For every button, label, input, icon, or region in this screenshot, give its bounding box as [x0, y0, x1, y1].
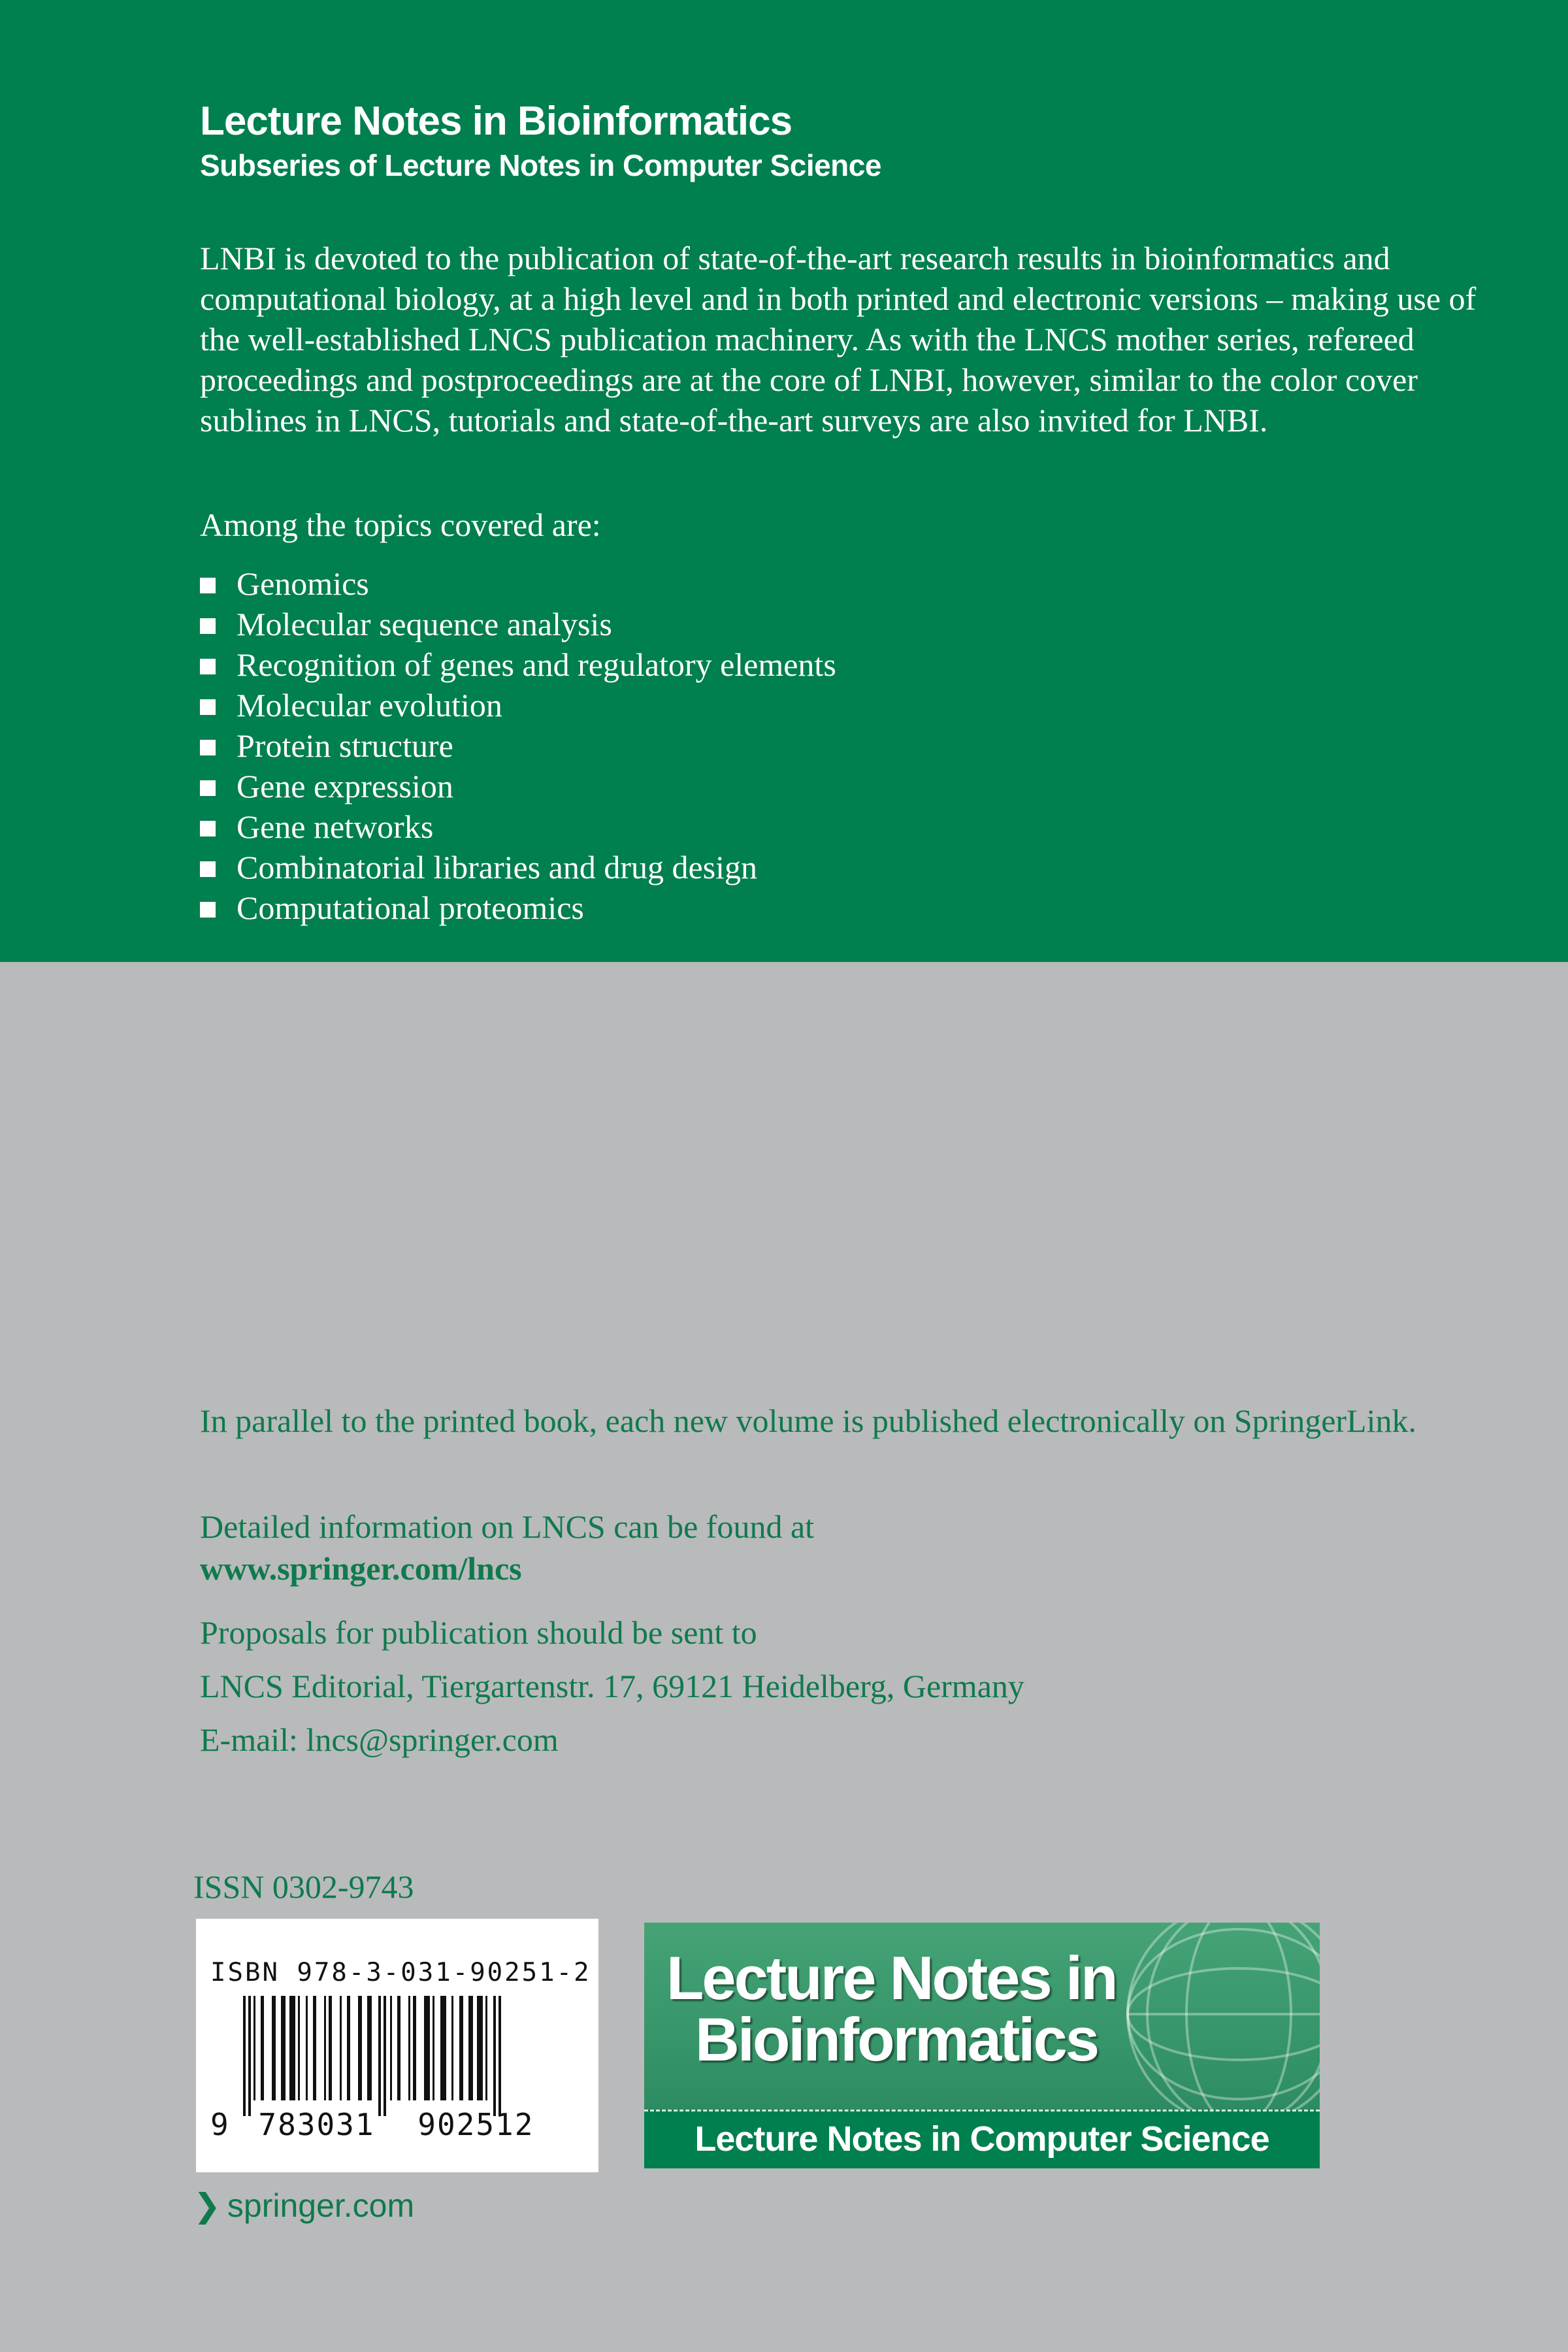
- logo-title-line2: Bioinformatics: [695, 2005, 1098, 2074]
- barcode-bar: [324, 1996, 326, 2100]
- proposals-note: Proposals for publication should be sent to: [200, 1614, 757, 1651]
- barcode-bar: [329, 1996, 332, 2100]
- editorial-address: LNCS Editorial, Tiergartenstr. 17, 69121 Heidelberg, Germany: [200, 1668, 1024, 1704]
- ean-left-group: 783031: [258, 2107, 375, 2142]
- square-bullet-icon: [200, 699, 216, 715]
- square-bullet-icon: [200, 902, 216, 918]
- springer-link[interactable]: [193, 2187, 414, 2225]
- logo-title-line1: Lecture Notes in: [666, 1944, 1117, 2012]
- barcode-bar: [413, 1996, 416, 2100]
- ean-digits: [210, 2107, 534, 2142]
- series-title: Lecture Notes in Bioinformatics: [200, 99, 792, 144]
- barcode-bar: [347, 1996, 350, 2100]
- square-bullet-icon: [200, 740, 216, 755]
- ean-first-digit: 9: [210, 2107, 230, 2142]
- list-item: Combinatorial libraries and drug design: [200, 847, 836, 887]
- barcode-bar: [378, 1996, 381, 2116]
- barcode-bar: [306, 1996, 308, 2100]
- square-bullet-icon: [200, 618, 216, 634]
- green-header-panel: [0, 0, 1568, 962]
- list-item: Computational proteomics: [200, 887, 836, 928]
- list-item: Gene expression: [200, 766, 836, 806]
- barcode-bar: [261, 1996, 264, 2100]
- list-item: Genomics: [200, 563, 836, 604]
- square-bullet-icon: [200, 578, 216, 593]
- square-bullet-icon: [200, 821, 216, 836]
- barcode-bar: [253, 1996, 255, 2100]
- intro-paragraph: LNBI is devoted to the publication of state-of-the-art research results in bioinformatics and computational biology, at a high level and in both printed and electronic versions – making use of the well-established LNCS publication machinery. As with the LNCS mother series, refereed proceedings and postproceedings are at the core of LNBI, however, similar to the color cover sublines in LNCS, tutorials and state-of-the-art surveys are also invited for LNBI.: [200, 240, 1477, 439]
- series-subtitle: Subseries of Lecture Notes in Computer Science: [200, 148, 881, 182]
- isbn-number: ISBN 978-3-031-90251-2: [210, 1958, 591, 1987]
- list-item: Gene networks: [200, 806, 836, 847]
- barcode-bar: [424, 1996, 430, 2100]
- topics-list: [200, 563, 836, 928]
- list-item: Molecular sequence analysis: [200, 604, 836, 644]
- list-item: Recognition of genes and regulatory elements: [200, 644, 836, 685]
- barcode-bar: [433, 1996, 434, 2100]
- barcode-bar: [367, 1996, 372, 2100]
- barcode-label: [196, 1919, 598, 2172]
- series-logo: [644, 1923, 1320, 2168]
- details-info: [200, 1506, 1441, 1589]
- barcode-bar: [390, 1996, 392, 2100]
- square-bullet-icon: [200, 861, 216, 877]
- barcode-bar: [459, 1996, 463, 2100]
- barcode-bar: [493, 1996, 496, 2116]
- logo-subtitle: Lecture Notes in Computer Science: [694, 2119, 1269, 2159]
- barcode-bar: [298, 1996, 300, 2100]
- barcode-bar: [397, 1996, 400, 2100]
- chevron-right-icon: ❯: [193, 2187, 221, 2224]
- lncs-website-link[interactable]: www.springer.com/lncs: [200, 1550, 522, 1587]
- ean-right-group: 902512: [417, 2107, 534, 2142]
- barcode-bar: [248, 1996, 251, 2116]
- globe-icon: [1088, 1923, 1320, 2125]
- barcode-bar: [440, 1996, 446, 2100]
- barcode-bar: [468, 1996, 473, 2100]
- barcode-bar: [340, 1996, 342, 2100]
- logo-title: [666, 1944, 1117, 2074]
- barcode-bar: [498, 1996, 501, 2116]
- square-bullet-icon: [200, 659, 216, 674]
- barcode-bar: [384, 1996, 386, 2116]
- square-bullet-icon: [200, 780, 216, 796]
- barcode-bar: [477, 1996, 483, 2100]
- list-item: Molecular evolution: [200, 685, 836, 725]
- barcode-bar: [451, 1996, 453, 2100]
- barcode-bar: [289, 1996, 295, 2100]
- details-lead: Detailed information on LNCS can be found at: [200, 1508, 815, 1545]
- electronic-publication-note: In parallel to the printed book, each new volume is published electronically on SpringerLink.: [200, 1402, 1416, 1439]
- barcode-bar: [408, 1996, 410, 2100]
- contact-email[interactable]: E-mail: lncs@springer.com: [200, 1721, 559, 1758]
- list-item: Protein structure: [200, 725, 836, 766]
- topics-lead: Among the topics covered are:: [200, 506, 601, 543]
- barcode-bar: [485, 1996, 487, 2100]
- barcode-bar: [272, 1996, 276, 2100]
- barcode-bar: [243, 1996, 246, 2116]
- barcode-bar: [358, 1996, 362, 2100]
- springer-site: springer.com: [227, 2187, 415, 2224]
- issn: ISSN 0302-9743: [193, 1868, 414, 1905]
- barcode-bar: [313, 1996, 316, 2100]
- barcode-bar: [281, 1996, 286, 2100]
